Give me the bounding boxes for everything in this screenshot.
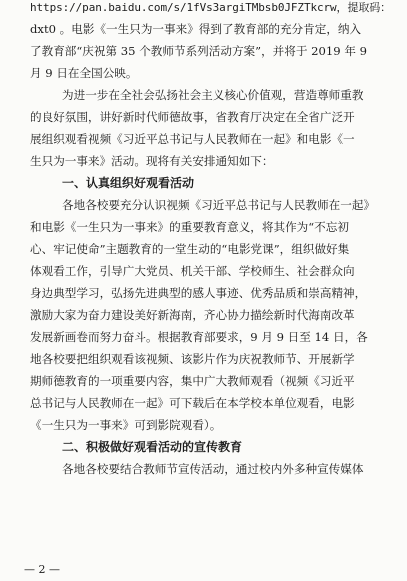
text-line: 发展新画卷而努力奋斗。根据教育部要求，9 月 9 日至 14 日，各: [30, 330, 368, 344]
text-line: 心、牢记使命”主题教育的一堂生动的“电影党课”，组织做好集: [30, 242, 350, 256]
text-line: 和电影《一生只为一事来》的重要教育意义，将其作为“不忘初: [30, 220, 349, 234]
text-line: 激励大家为奋力建设美好新海南，齐心协力描绘新时代海南改革: [30, 308, 355, 322]
text-line: 为进一步在全社会弘扬社会主义核心价值观，营造尊师重教: [62, 88, 364, 102]
section-heading-2: 二、积极做好观看活动的宣传教育: [62, 440, 243, 454]
page-number: — 2 —: [24, 563, 60, 576]
text-line: dxt0 。电影《一生只为一事来》得到了教育部的充分肯定，纳入: [30, 22, 362, 36]
text-line: 《一生只为一事来》可到影院观看）。: [30, 418, 222, 432]
text-line: 月 9 日在全国公映。: [30, 66, 138, 80]
text-line: 身边典型学习，弘扬先进典型的感人事迹、优秀品质和崇高精神，: [30, 286, 367, 300]
text-line: 的良好氛围，讲好新时代师德故事，省教育厅决定在全省广泛开: [30, 110, 355, 124]
text-line: 了教育部“庆祝第 35 个教师节系列活动方案”，并将于 2019 年 9: [30, 44, 367, 58]
text-line: 各地各校要充分认识视频《习近平总书记与人民教师在一起》: [62, 198, 376, 212]
text-line: 各地各校要结合教师节宣传活动，通过校内外多种宣传媒体: [62, 462, 364, 476]
text-line: 总书记与人民教师在一起》可下载后在本学校本单位观看，电影: [30, 396, 355, 410]
text-line: 生只为一事来》活动。现将有关安排通知如下：: [30, 154, 274, 168]
text-line: 体观看工作，引导广大党员、机关干部、学校师生、社会群众向: [30, 264, 355, 278]
text-line: 期师德教育的一项重要内容，集中广大教师观看（视频《习近平: [30, 374, 355, 388]
text-line: 展组织观看视频《习近平总书记与人民教师在一起》和电影《一: [30, 132, 355, 146]
section-heading-1: 一、认真组织好观看活动: [62, 176, 195, 190]
text-line-download-link: https://pan.baidu.com/s/1fVs3argiTMbsb0JFZTkcrw，提取码：: [30, 1, 392, 14]
text-line: 地各校要把组织观看该视频、该影片作为庆祝教师节、开展新学: [30, 352, 355, 366]
